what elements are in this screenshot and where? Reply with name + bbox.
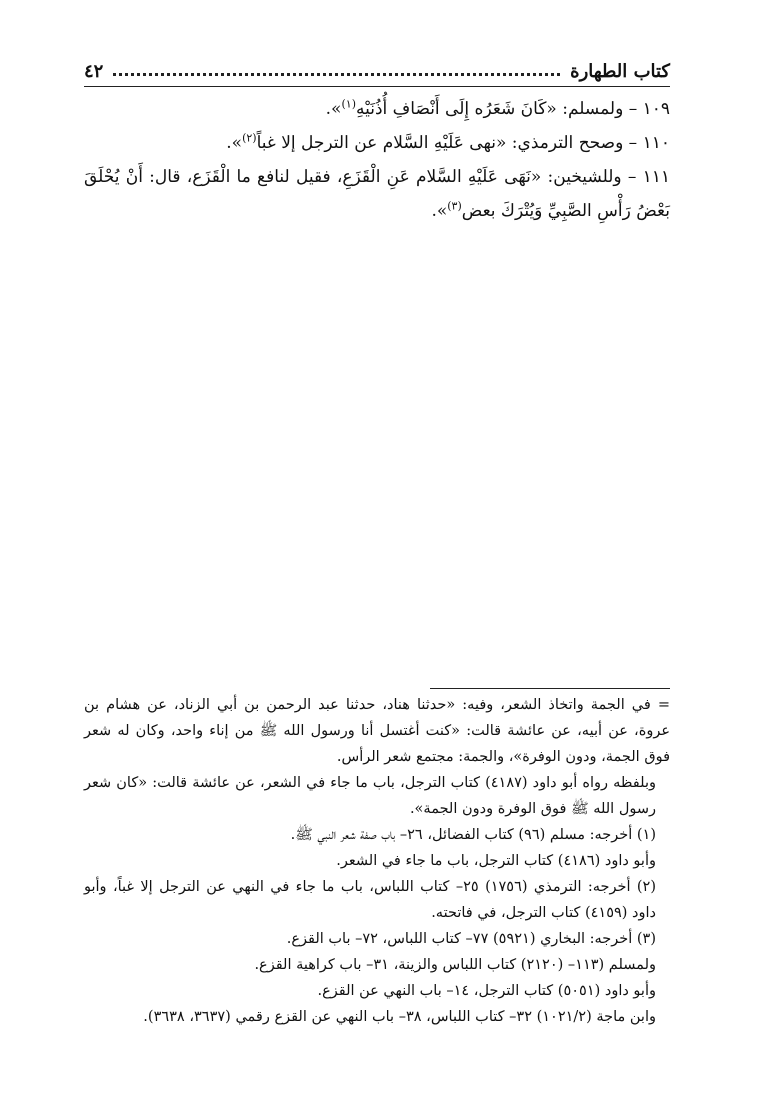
header-rule [84, 86, 670, 87]
footnote-separator [430, 688, 670, 689]
footnote-1-line-2: وأبو داود (٤١٨٦) كتاب الترجل، باب ما جاء في الشعر. [336, 853, 656, 869]
hadith-110 [84, 126, 670, 160]
footnote-3-line-3: وأبو داود (٥٠٥١) كتاب الترجل، ١٤– باب النهي عن القزع. [317, 983, 656, 999]
hadith-109-text: ١٠٩ – ولمسلم: «كَانَ شَعَرُه إِلَى أَنْصَافِ أُذُنَيْهِ [355, 99, 670, 119]
running-header [84, 56, 670, 86]
footnote-continuation: = في الجمة واتخاذ الشعر، وفيه: «حدثنا هناد، حدثنا عبد الرحمن بن أبي الزناد، عن هشام بن عروة، عن أبيه، عن عائشة قالت: «كنت أغتسل أنا ورسول الله ﷺ من إناء واحد، وكان له شعر فوق الجمة، ودون الوفرة»، والجمة: مجتمع شعر الرأس. [84, 697, 670, 765]
hadith-111 [84, 160, 670, 228]
footnote-continuation-2: وبلفظه رواه أبو داود (٤١٨٧) كتاب الترجل، باب ما جاء في الشعر، عن عائشة قالت: «كان شعر رسول الله ﷺ فوق الوفرة ودون الجمة». [84, 775, 656, 817]
hadith-111-text: ١١١ – وللشيخين: «نَهَى عَلَيْهِ السَّلام عَنِ الْقَزَعِ، فقيل لنافع ما الْقَزَع، قال: أَنْ يُحْلَقَ بَعْضُ رَأْسِ الصَّبِيِّ وَيُتْرَكَ بعض [84, 167, 670, 221]
footnote-ref-1[interactable]: (١) [341, 97, 356, 111]
footnote-ref-3[interactable]: (٣) [447, 199, 462, 213]
hadith-110-text: ١١٠ – وصحح الترمذي: «نهى عَلَيْهِ السَّلام عن الترجل إلا غباً [256, 133, 670, 153]
footnote-3-line-4: وابن ماجة (١٠٢١/٢) ٣٢– كتاب اللباس، ٣٨– باب النهي عن القزع رقمي (٣٦٣٧، ٣٦٣٨). [143, 1009, 656, 1025]
footnote-3-line-2: ولمسلم (١١٣– (٢١٢٠) كتاب اللباس والزينة، ٣١– باب كراهية القزع. [254, 957, 656, 973]
hadith-109 [84, 92, 670, 126]
main-text [84, 92, 670, 228]
footnote-2: (٢) أخرجه: الترمذي (١٧٥٦) ٢٥– كتاب اللباس، باب ما جاء في النهي عن الترجل إلا غباً، وأبو داود (٤١٥٩) كتاب الترجل، في فاتحته. [84, 879, 656, 921]
footnote-1: (١) أخرجه: مسلم (٩٦) كتاب الفضائل، ٢٦– باب صفة شعر النبي ﷺ. [290, 827, 656, 843]
hadith-109-end: ». [325, 99, 342, 119]
page-number: ٤٢ [84, 60, 104, 82]
header-dot-leader [113, 73, 560, 76]
footnote-ref-2[interactable]: (٢) [242, 131, 257, 145]
hadith-110-end: ». [226, 133, 243, 153]
book-title: كتاب الطهارة [570, 60, 670, 82]
footnotes [84, 692, 670, 1030]
hadith-111-end: ». [431, 201, 448, 221]
footnote-3: (٣) أخرجه: البخاري (٥٩٢١) ٧٧– كتاب اللباس، ٧٢– باب القزع. [286, 931, 656, 947]
